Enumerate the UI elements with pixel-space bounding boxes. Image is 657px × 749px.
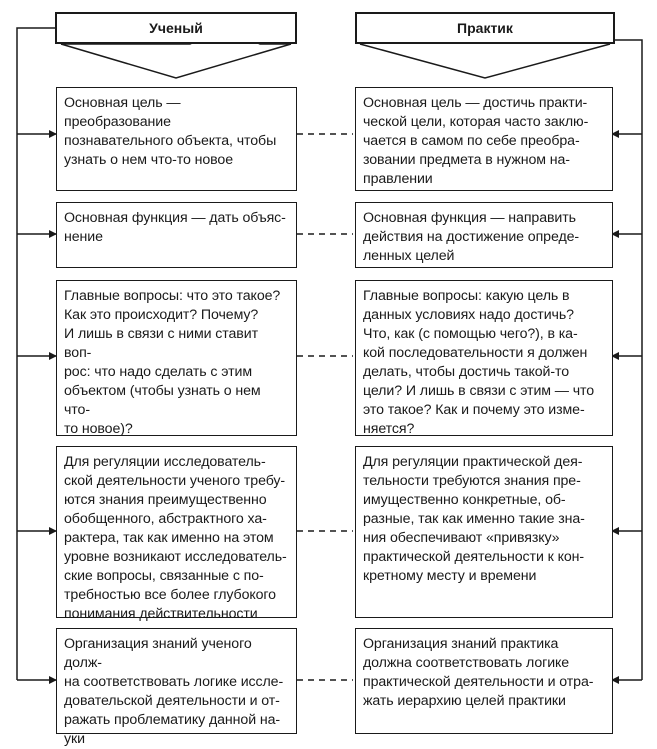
- text-line: И лишь в связи с ними ставит воп-: [64, 326, 258, 361]
- practitioner-knowledge-box: [355, 446, 613, 618]
- text-line: Для регуляции практической дея-: [363, 454, 583, 470]
- text-line: нение: [64, 229, 103, 245]
- text-line: ленных целей: [363, 248, 455, 264]
- practitioner-organization-box: [355, 628, 613, 734]
- text-line: делать, чтобы достичь такой-то: [363, 364, 569, 380]
- text-line: Для регуляции исследователь-: [64, 454, 266, 470]
- scientist-header: Ученый: [55, 12, 297, 44]
- text-line: Организация знаний практика: [363, 636, 559, 652]
- text-line: чается в самом по себе преобра-: [363, 133, 580, 149]
- text-line: действия на достижение опреде-: [363, 229, 580, 245]
- text-line: имущественно конкретные, об-: [363, 492, 566, 508]
- text-line: уровне возникают исследователь-: [64, 549, 287, 565]
- text-line: Основная цель — преобразование: [64, 95, 181, 130]
- left-bracket-line: [17, 28, 55, 680]
- practitioner-function-box: [355, 202, 613, 268]
- text-line: правлении: [363, 171, 433, 187]
- text-line: обобщенного, абстрактного ха-: [64, 511, 267, 527]
- text-line: требностью все более глубокого: [64, 587, 276, 603]
- text-line: ются знания преимущественно: [64, 492, 267, 508]
- right-header-pointer-v: [360, 44, 610, 78]
- scientist-goal-box: [56, 87, 297, 191]
- text-line: объектом (чтобы узнать о нем что-: [64, 383, 261, 418]
- text-line: рактера, так как именно на этом: [64, 530, 274, 546]
- text-line: ские вопросы, связанные с по-: [64, 568, 264, 584]
- text-line: практической деятельности и отра-: [363, 674, 594, 690]
- text-line: должна соответствовать логике: [363, 655, 570, 671]
- text-line: жать иерархию целей практики: [363, 693, 566, 709]
- text-line: Как это происходит? Почему?: [64, 307, 259, 323]
- practitioner-goal-box: [355, 87, 613, 191]
- scientist-function-box: [56, 202, 297, 268]
- text-line: Что, как (с помощью чего?), в ка-: [363, 326, 578, 342]
- text-line: довательской деятельности и от-: [64, 693, 280, 709]
- text-line: познавательного объекта, чтобы: [64, 133, 277, 149]
- text-line: Основная функция — дать объяс-: [64, 210, 286, 226]
- text-line: на соответствовать логике иссле-: [64, 674, 284, 690]
- text-line: то новое)?: [64, 421, 133, 437]
- text-line: зовании предмета в нужном на-: [363, 152, 570, 168]
- text-line: ской деятельности ученого требу-: [64, 473, 286, 489]
- text-line: Главные вопросы: что это такое?: [64, 288, 281, 304]
- text-line: узнать о нем что-то новое: [64, 152, 233, 168]
- left-header-pointer-v: [61, 44, 291, 78]
- text-line: тельности требуются знания пре-: [363, 473, 581, 489]
- text-line: Организация знаний ученого долж-: [64, 636, 252, 671]
- text-line: разные, так как именно такие зна-: [363, 511, 585, 527]
- practitioner-header: Практик: [355, 12, 615, 44]
- text-line: рос: что надо сделать с этим: [64, 364, 252, 380]
- scientist-knowledge-box: [56, 446, 297, 622]
- text-line: няется?: [363, 421, 415, 437]
- text-line: это такое? Как и почему это изме-: [363, 402, 585, 418]
- text-line: ния обеспечивают «привязку»: [363, 530, 560, 546]
- scientist-questions-box: [56, 280, 297, 436]
- scientist-organization-box: [56, 628, 297, 747]
- text-line: кретному месту и времени: [363, 568, 537, 584]
- practitioner-questions-box: [355, 280, 613, 436]
- text-line: Главные вопросы: какую цель в: [363, 288, 570, 304]
- text-line: Основная цель — достичь практи-: [363, 95, 588, 111]
- text-line: ражать проблематику данной на-: [64, 712, 281, 728]
- text-line: понимания действительности: [64, 606, 258, 622]
- text-line: кой последовательности я должен: [363, 345, 588, 361]
- text-line: данных условиях надо достичь?: [363, 307, 574, 323]
- text-line: практической деятельности к кон-: [363, 549, 584, 565]
- text-line: Основная функция — направить: [363, 210, 576, 226]
- right-bracket-line: [615, 40, 642, 680]
- text-line: ческой цели, которая часто заклю-: [363, 114, 589, 130]
- text-line: цели? И лишь в связи с этим — что: [363, 383, 595, 399]
- text-line: уки: [64, 731, 85, 747]
